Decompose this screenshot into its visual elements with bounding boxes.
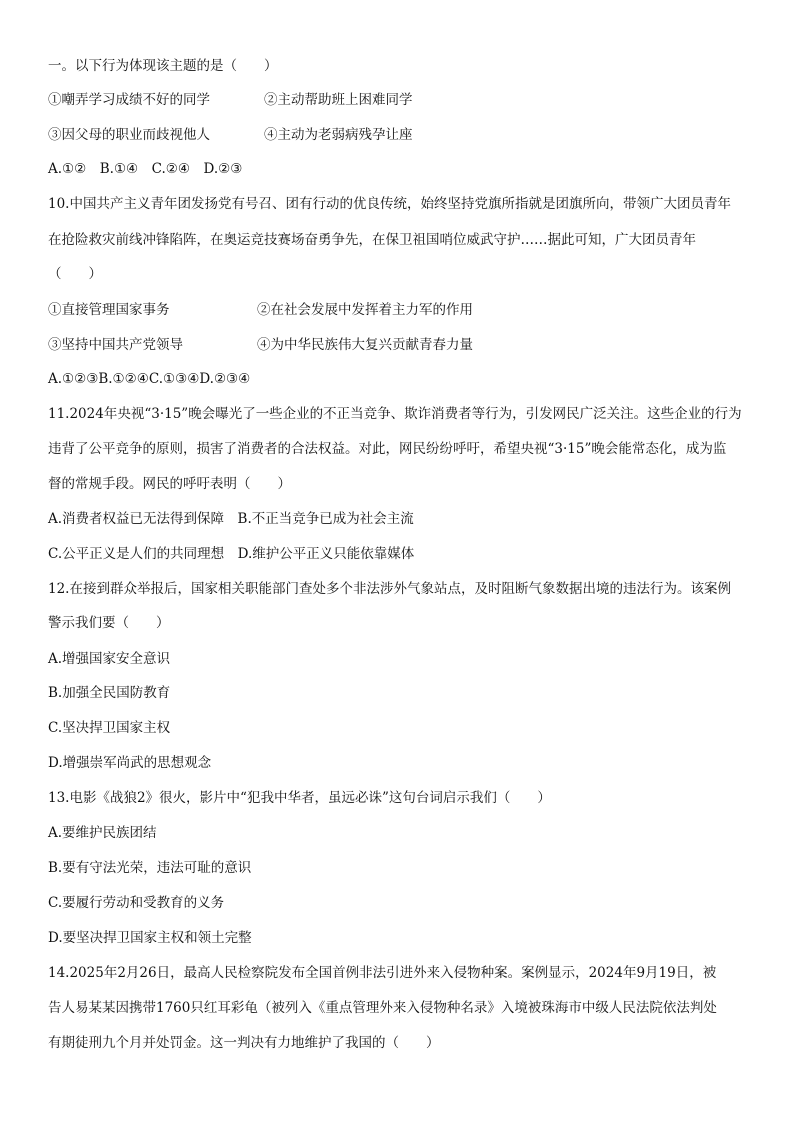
q11-stem-line-3: 督的常规手段。网民的呼吁表明（ ） xyxy=(48,476,291,492)
q10-option-3: ③坚持中国共产党领导 xyxy=(48,337,183,353)
q13-stem: 13.电影《战狼2》很火，影片中“犯我中华者，虽远必诛”这句台词启示我们（ ） xyxy=(48,790,551,806)
q9-option-row-1 xyxy=(48,90,750,110)
q10-option-2: ②在社会发展中发挥着主力军的作用 xyxy=(257,302,473,318)
q9-stem: 一。以下行为体现该主题的是（ ） xyxy=(48,58,278,74)
q9-option-row-2 xyxy=(48,125,750,145)
q10-option-row-1 xyxy=(48,300,750,320)
q12-choice-d: D.增强崇军尚武的思想观念 xyxy=(48,755,212,771)
q12-choice-c: C.坚决捍卫国家主权 xyxy=(48,720,171,736)
q12-choice-b: B.加强全民国防教育 xyxy=(48,685,171,701)
q9-option-2: ②主动帮助班上困难同学 xyxy=(264,92,413,108)
q10-stem-line-1: 10.中国共产主义青年团发扬党有号召、团有行动的优良传统，始终坚持党旗所指就是团旗所向，带领广大团员青年 xyxy=(48,196,731,212)
q9-option-1: ①嘲弄学习成绩不好的同学 xyxy=(48,92,210,108)
q10-stem-line-2: 在抢险救灾前线冲锋陷阵，在奥运竞技赛场奋勇争先，在保卫祖国哨位威武守护……据此可知，广大团员青年 xyxy=(48,232,696,248)
q12-choice-a: A.增强国家安全意识 xyxy=(48,651,171,667)
q10-option-1: ①直接管理国家事务 xyxy=(48,302,170,318)
q10-option-row-2 xyxy=(48,335,750,355)
q14-stem-line-2: 告人易某某因携带1760只红耳彩龟（被列入《重点管理外来入侵物种名录》入境被珠海市中级人民法院依法判处 xyxy=(48,1000,717,1016)
q13-choice-a: A.要维护民族团结 xyxy=(48,825,157,841)
q13-choice-d: D.要坚决捍卫国家主权和领土完整 xyxy=(48,930,252,946)
q10-stem-line-3: （ ） xyxy=(48,266,102,282)
q11-choices-ab: A.消费者权益已无法得到保障 B.不正当竞争已成为社会主流 xyxy=(48,511,414,527)
q11-stem-line-2: 违背了公平竞争的原则，损害了消费者的合法权益。对此，网民纷纷呼吁，希望央视“3·15”晚会能常态化，成为监 xyxy=(48,441,727,457)
q9-option-3: ③因父母的职业而歧视他人 xyxy=(48,127,210,143)
q13-choice-b: B.要有守法光荣，违法可耻的意识 xyxy=(48,860,252,876)
q11-stem-line-1: 11.2024年央视“3·15”晚会曝光了一些企业的不正当竞争、欺诈消费者等行为，引发网民广泛关注。这些企业的行为 xyxy=(48,406,742,422)
q14-stem-line-1: 14.2025年2月26日，最高人民检察院发布全国首例非法引进外来入侵物种案。案例显示，2024年9月19日，被 xyxy=(48,965,717,981)
q13-choice-c: C.要履行劳动和受教育的义务 xyxy=(48,895,225,911)
q14-stem-line-3: 有期徒刑九个月并处罚金。这一判决有力地维护了我国的（ ） xyxy=(48,1035,440,1051)
q12-stem-line-1: 12.在接到群众举报后，国家相关职能部门查处多个非法涉外气象站点，及时阻断气象数据出境的违法行为。该案例 xyxy=(48,581,731,597)
q9-choices: A.①② B.①④ C.②④ D.②③ xyxy=(48,161,243,177)
q9-option-4: ④主动为老弱病残孕让座 xyxy=(264,127,413,143)
q10-option-4: ④为中华民族伟大复兴贡献青春力量 xyxy=(257,337,473,353)
q10-choices: A.①②③B.①②④C.①③④D.②③④ xyxy=(48,371,251,387)
q12-stem-line-2: 警示我们要（ ） xyxy=(48,615,170,631)
q11-choices-cd: C.公平正义是人们的共同理想 D.维护公平正义只能依靠媒体 xyxy=(48,546,415,562)
